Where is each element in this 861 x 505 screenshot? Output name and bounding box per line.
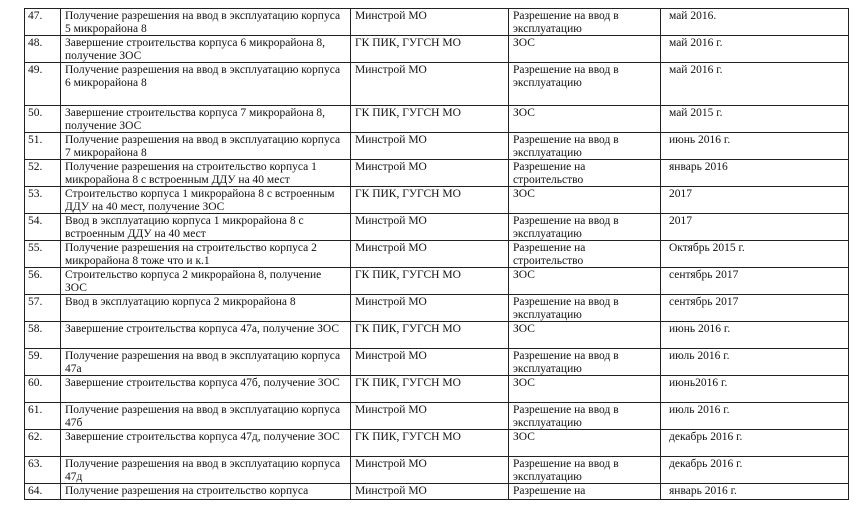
task-description: Получение разрешения на строительство корпуса (61, 484, 351, 500)
table-row (25, 376, 849, 403)
deadline: январь 2016 (661, 160, 849, 187)
deadline: май 2015 г. (661, 106, 849, 133)
responsible-organization: ГК ПИК, ГУГСН МО (351, 322, 509, 349)
task-description: Завершение строительства корпуса 47б, получение ЗОС (61, 376, 351, 403)
table-row (25, 214, 849, 241)
deadline: июнь 2016 г. (661, 133, 849, 160)
table-row (25, 9, 849, 36)
schedule-table (24, 8, 849, 500)
row-number: 63. (25, 457, 61, 484)
resulting-document: Разрешение на ввод в эксплуатацию (509, 133, 661, 160)
task-description: Завершение строительства корпуса 47д, получение ЗОС (61, 430, 351, 457)
row-number: 64. (25, 484, 61, 500)
responsible-organization: Минстрой МО (351, 295, 509, 322)
row-number: 48. (25, 36, 61, 63)
resulting-document: Разрешение на строительство (509, 241, 661, 268)
task-description: Завершение строительства корпуса 6 микрорайона 8, получение ЗОС (61, 36, 351, 63)
resulting-document: Разрешение на ввод в эксплуатацию (509, 295, 661, 322)
resulting-document: ЗОС (509, 106, 661, 133)
responsible-organization: Минстрой МО (351, 63, 509, 106)
schedule-table-body (25, 9, 849, 500)
deadline: январь 2016 г. (661, 484, 849, 500)
table-row (25, 322, 849, 349)
resulting-document: Разрешение на ввод в эксплуатацию (509, 403, 661, 430)
task-description: Завершение строительства корпуса 7 микрорайона 8, получение ЗОС (61, 106, 351, 133)
row-number: 56. (25, 268, 61, 295)
row-number: 58. (25, 322, 61, 349)
task-description: Получение разрешения на ввод в эксплуатацию корпуса 5 микрорайона 8 (61, 9, 351, 36)
task-description: Ввод в эксплуатацию корпуса 2 микрорайона 8 (61, 295, 351, 322)
responsible-organization: Минстрой МО (351, 214, 509, 241)
task-description: Получение разрешения на ввод в эксплуатацию корпуса 47б (61, 403, 351, 430)
responsible-organization: Минстрой МО (351, 241, 509, 268)
resulting-document: ЗОС (509, 187, 661, 214)
responsible-organization: Минстрой МО (351, 403, 509, 430)
deadline: сентябрь 2017 (661, 268, 849, 295)
resulting-document: Разрешение на ввод в эксплуатацию (509, 349, 661, 376)
table-row (25, 349, 849, 376)
task-description: Получение разрешения на ввод в эксплуатацию корпуса 6 микрорайона 8 (61, 63, 351, 106)
deadline: декабрь 2016 г. (661, 457, 849, 484)
table-row (25, 160, 849, 187)
table-row (25, 457, 849, 484)
row-number: 59. (25, 349, 61, 376)
row-number: 57. (25, 295, 61, 322)
responsible-organization: Минстрой МО (351, 133, 509, 160)
row-number: 49. (25, 63, 61, 106)
responsible-organization: Минстрой МО (351, 160, 509, 187)
responsible-organization: ГК ПИК, ГУГСН МО (351, 106, 509, 133)
resulting-document: ЗОС (509, 376, 661, 403)
table-row (25, 187, 849, 214)
responsible-organization: Минстрой МО (351, 349, 509, 376)
task-description: Ввод в эксплуатацию корпуса 1 микрорайона 8 с встроенным ДДУ на 40 мест (61, 214, 351, 241)
resulting-document: Разрешение на ввод в эксплуатацию (509, 457, 661, 484)
responsible-organization: ГК ПИК, ГУГСН МО (351, 268, 509, 295)
responsible-organization: ГК ПИК, ГУГСН МО (351, 376, 509, 403)
row-number: 61. (25, 403, 61, 430)
deadline: май 2016 г. (661, 36, 849, 63)
task-description: Получение разрешения на строительство корпуса 2 микрорайона 8 тоже что и к.1 (61, 241, 351, 268)
deadline: 2017 (661, 214, 849, 241)
resulting-document: Разрешение на ввод в эксплуатацию (509, 214, 661, 241)
resulting-document: ЗОС (509, 36, 661, 63)
table-row (25, 63, 849, 106)
deadline: июль 2016 г. (661, 403, 849, 430)
deadline: июнь 2016 г. (661, 322, 849, 349)
resulting-document: Разрешение на ввод в эксплуатацию (509, 9, 661, 36)
row-number: 62. (25, 430, 61, 457)
task-description: Завершение строительства корпуса 47а, получение ЗОС (61, 322, 351, 349)
row-number: 55. (25, 241, 61, 268)
document-page (24, 8, 848, 500)
table-row (25, 430, 849, 457)
task-description: Получение разрешения на ввод в эксплуатацию корпуса 47а (61, 349, 351, 376)
deadline: июнь2016 г. (661, 376, 849, 403)
deadline: 2017 (661, 187, 849, 214)
table-row (25, 295, 849, 322)
row-number: 54. (25, 214, 61, 241)
resulting-document: ЗОС (509, 430, 661, 457)
table-row (25, 133, 849, 160)
responsible-organization: Минстрой МО (351, 9, 509, 36)
deadline: июль 2016 г. (661, 349, 849, 376)
resulting-document: ЗОС (509, 268, 661, 295)
responsible-organization: ГК ПИК, ГУГСН МО (351, 36, 509, 63)
row-number: 52. (25, 160, 61, 187)
resulting-document: ЗОС (509, 322, 661, 349)
task-description: Получение разрешения на строительство корпуса 1 микрорайона 8 с встроенным ДДУ на 40 мест (61, 160, 351, 187)
task-description: Строительство корпуса 2 микрорайона 8, получение ЗОС (61, 268, 351, 295)
row-number: 53. (25, 187, 61, 214)
table-row (25, 106, 849, 133)
resulting-document: Разрешение на ввод в эксплуатацию (509, 63, 661, 106)
resulting-document: Разрешение на строительство (509, 160, 661, 187)
table-row (25, 484, 849, 500)
row-number: 60. (25, 376, 61, 403)
table-row (25, 241, 849, 268)
deadline: май 2016. (661, 9, 849, 36)
row-number: 51. (25, 133, 61, 160)
table-row (25, 36, 849, 63)
responsible-organization: Минстрой МО (351, 484, 509, 500)
task-description: Строительство корпуса 1 микрорайона 8 с встроенным ДДУ на 40 мест, получение ЗОС (61, 187, 351, 214)
task-description: Получение разрешения на ввод в эксплуатацию корпуса 47д (61, 457, 351, 484)
responsible-organization: Минстрой МО (351, 457, 509, 484)
row-number: 50. (25, 106, 61, 133)
deadline: май 2016 г. (661, 63, 849, 106)
responsible-organization: ГК ПИК, ГУГСН МО (351, 187, 509, 214)
row-number: 47. (25, 9, 61, 36)
deadline: Октябрь 2015 г. (661, 241, 849, 268)
deadline: сентябрь 2017 (661, 295, 849, 322)
table-row (25, 268, 849, 295)
resulting-document: Разрешение на (509, 484, 661, 500)
responsible-organization: ГК ПИК, ГУГСН МО (351, 430, 509, 457)
deadline: декабрь 2016 г. (661, 430, 849, 457)
table-row (25, 403, 849, 430)
task-description: Получение разрешения на ввод в эксплуатацию корпуса 7 микрорайона 8 (61, 133, 351, 160)
